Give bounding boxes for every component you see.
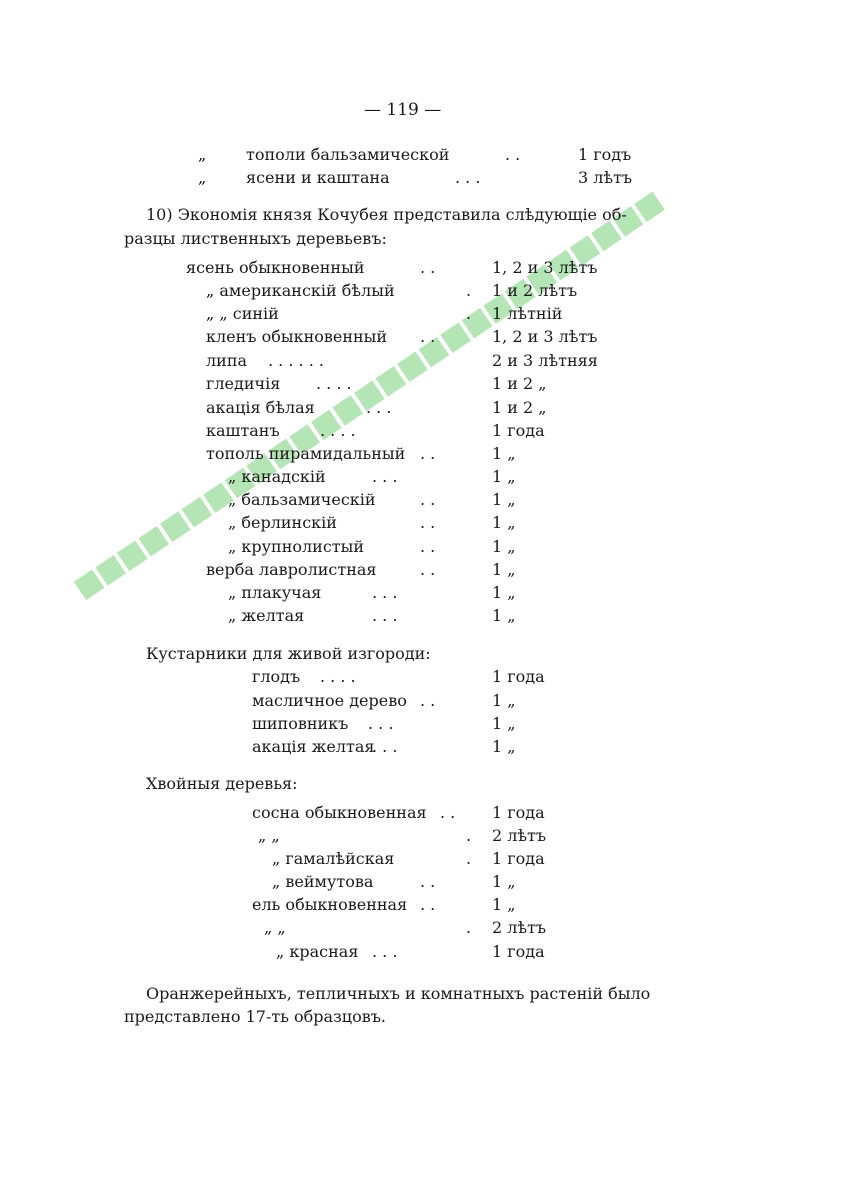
list-item-dots: . . (420, 327, 436, 346)
list-item-text: „ берлинскій (228, 513, 337, 532)
list-item-dots: . . . . (320, 421, 356, 440)
list-item-dots: . . . (372, 606, 398, 625)
list-item-age: 1 „ (492, 606, 516, 625)
list-item-text: сосна обыкновенная (252, 803, 427, 822)
list-item-text: глодъ (252, 667, 301, 686)
intro-name: тополи бальзамической (246, 145, 450, 164)
list-item-dots: . . . (372, 737, 398, 756)
list-item-age: 1, 2 и 3 лѣтъ (492, 327, 598, 346)
intro-ditto: „ (198, 145, 207, 164)
intro-age: 1 годъ (578, 145, 632, 164)
list-item-age: 1 „ (492, 467, 516, 486)
list-item-age: 1 „ (492, 714, 516, 733)
list-item-text: гледичія (206, 374, 281, 393)
intro-dots: . . (505, 145, 521, 164)
list-item-dots: . (466, 918, 472, 937)
list-item-dots: . . (420, 490, 436, 509)
list-item-age: 1 „ (492, 737, 516, 756)
page-number: — 119 — (364, 100, 442, 120)
list-item-age: 1 и 2 „ (492, 374, 547, 393)
list-item-dots: . . . (372, 583, 398, 602)
list-item-dots: . . (420, 872, 436, 891)
list-item-age: 1 „ (492, 691, 516, 710)
list-item-age: 1 „ (492, 513, 516, 532)
list-item-age: 1 „ (492, 872, 516, 891)
list-item-text: кленъ обыкновенный (206, 327, 388, 346)
list-item-dots: . . (420, 560, 436, 579)
list-item-dots: . . . (366, 398, 392, 417)
list-item-text: „ канадскій (228, 467, 326, 486)
list-item-text: „ веймутова (272, 872, 374, 891)
list-item-age: 1, 2 и 3 лѣтъ (492, 258, 598, 277)
list-item-dots: . (466, 281, 472, 300)
list-item-text: „ желтая (228, 606, 305, 625)
list-item-text: „ „ (258, 826, 280, 845)
intro-dots: . . . (455, 168, 481, 187)
paragraph-line: 10) Экономія князя Кочубея представила слѣдующіе об- (146, 205, 627, 224)
list-item-text: липа (206, 351, 248, 370)
section-heading: Хвойныя деревья: (146, 774, 298, 793)
list-item-dots: . (466, 826, 472, 845)
list-item-age: 1 „ (492, 560, 516, 579)
list-item-dots: . . (420, 258, 436, 277)
list-item-dots: . . . . . . (268, 351, 324, 370)
list-item-dots: . . . (372, 942, 398, 961)
list-item-age: 1 лѣтній (492, 304, 563, 323)
list-item-age: 1 года (492, 849, 545, 868)
list-item-text: каштанъ (206, 421, 280, 440)
list-item-dots: . . (420, 444, 436, 463)
list-item-dots: . . (420, 537, 436, 556)
list-item-text: „ плакучая (228, 583, 322, 602)
list-item-age: 2 лѣтъ (492, 918, 547, 937)
list-item-text: „ „ синій (206, 304, 279, 323)
list-item-text: ель обыкновенная (252, 895, 408, 914)
list-item-age: 1 и 2 „ (492, 398, 547, 417)
list-item-age: 2 лѣтъ (492, 826, 547, 845)
list-item-dots: . . . . (316, 374, 352, 393)
list-item-text: „ американскій бѣлый (206, 281, 395, 300)
list-item-age: 1 года (492, 942, 545, 961)
list-item-text: тополь пирамидальный (206, 444, 406, 463)
list-item-dots: . . (420, 895, 436, 914)
list-item-dots: . (466, 304, 472, 323)
watermark-stripe (74, 190, 667, 600)
list-item-age: 1 „ (492, 444, 516, 463)
list-item-age: 1 года (492, 421, 545, 440)
intro-name: ясени и каштана (246, 168, 390, 187)
list-item-text: „ гамалѣйская (272, 849, 395, 868)
list-item-dots: . . (440, 803, 456, 822)
list-item-dots: . (466, 849, 472, 868)
list-item-age: 2 и 3 лѣтняя (492, 351, 598, 370)
paragraph-line: разцы лиственныхъ деревьевъ: (124, 229, 387, 248)
intro-ditto: „ (198, 168, 207, 187)
list-item-age: 1 „ (492, 583, 516, 602)
list-item-text: масличное дерево (252, 691, 407, 710)
list-item-text: „ крупнолистый (228, 537, 365, 556)
list-item-dots: . . (420, 691, 436, 710)
list-item-text: „ бальзамическій (228, 490, 376, 509)
list-item-dots: . . . (372, 467, 398, 486)
list-item-age: 1 и 2 лѣтъ (492, 281, 578, 300)
intro-age: 3 лѣтъ (578, 168, 633, 187)
list-item-dots: . . (420, 513, 436, 532)
section-heading: Кустарники для живой изгороди: (146, 644, 431, 663)
list-item-age: 1 года (492, 667, 545, 686)
list-item-dots: . . . . (320, 667, 356, 686)
list-item-text: верба лавролистная (206, 560, 377, 579)
list-item-age: 1 года (492, 803, 545, 822)
list-item-text: „ „ (264, 918, 286, 937)
list-item-age: 1 „ (492, 895, 516, 914)
list-item-text: „ красная (276, 942, 359, 961)
list-item-text: шиповникъ (252, 714, 349, 733)
list-item-text: ясень обыкновенный (186, 258, 365, 277)
list-item-dots: . . . (368, 714, 394, 733)
list-item-text: акація бѣлая (206, 398, 315, 417)
list-item-age: 1 „ (492, 537, 516, 556)
paragraph-line: представлено 17-ть образцовъ. (124, 1007, 386, 1026)
list-item-age: 1 „ (492, 490, 516, 509)
list-item-text: акація желтая (252, 737, 375, 756)
paragraph-line: Оранжерейныхъ, тепличныхъ и комнатныхъ растеній было (146, 984, 651, 1003)
